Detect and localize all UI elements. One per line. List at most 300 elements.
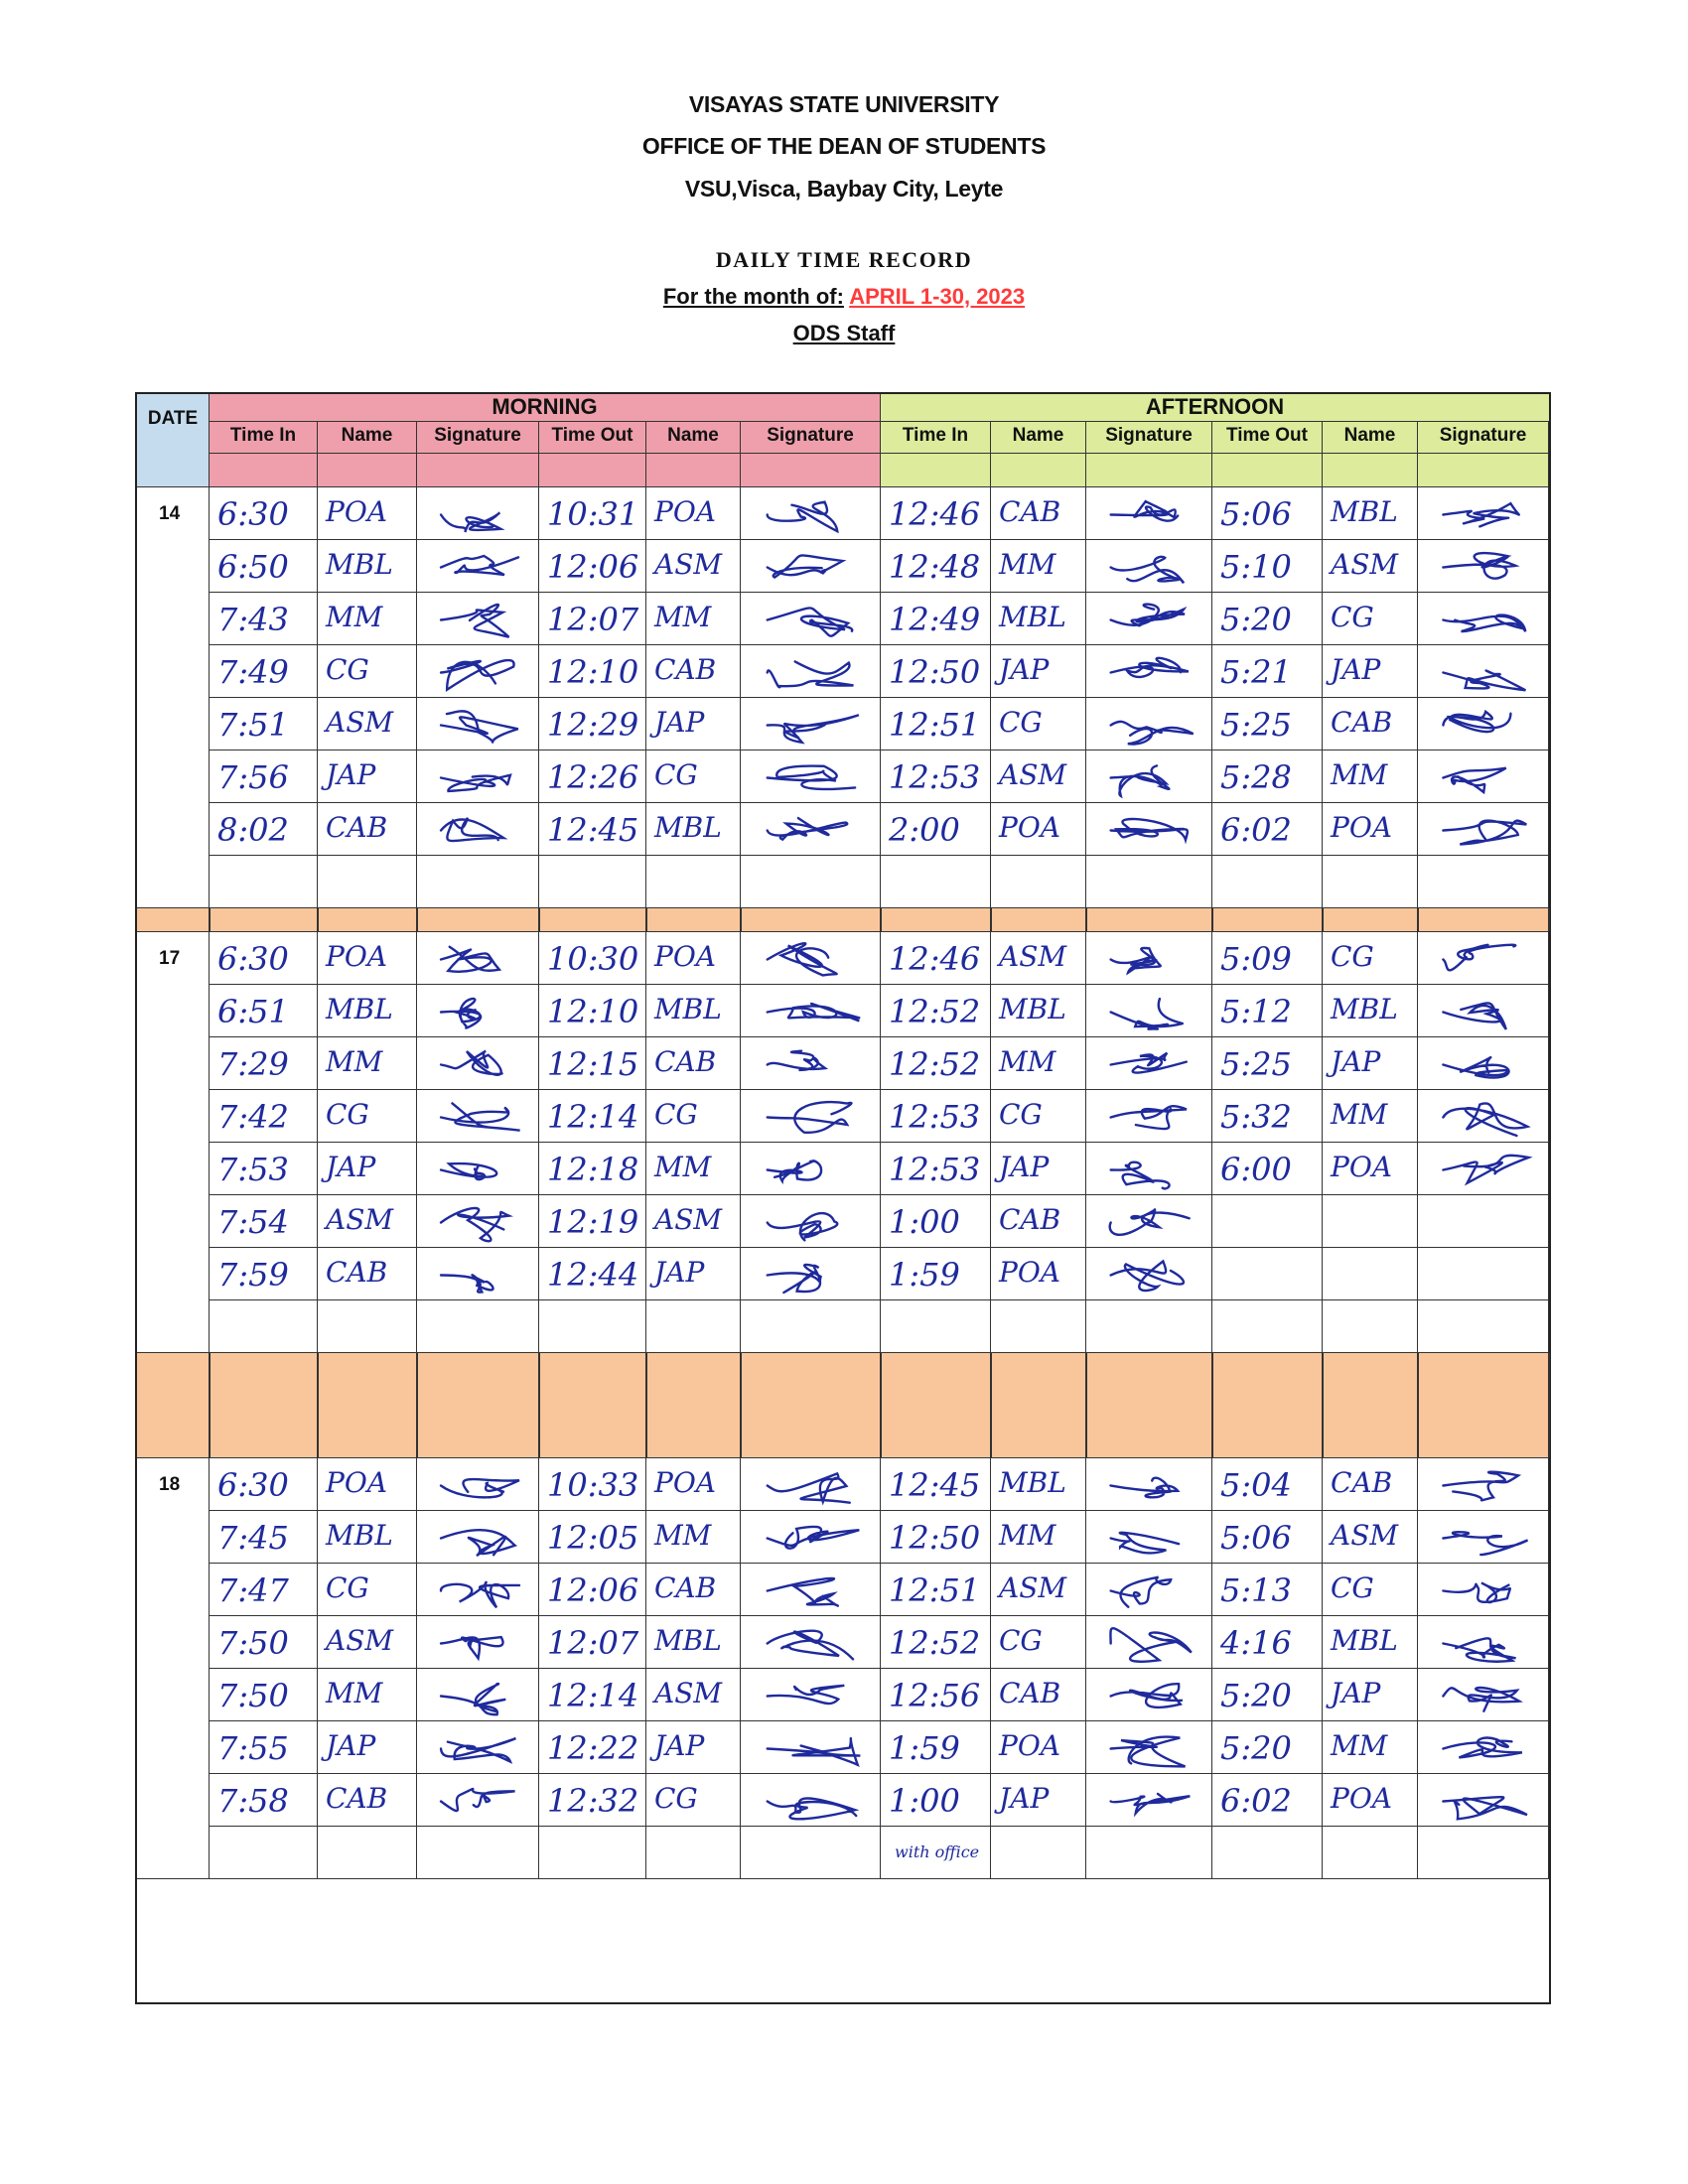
staff-label: ODS Staff — [792, 321, 896, 345]
column-header-morning-time-out: Time Out — [539, 422, 646, 454]
month-value: APRIL 1-30, 2023 — [849, 284, 1026, 309]
handwritten-time: 6:00 — [1220, 1151, 1292, 1188]
handwritten-signature — [1094, 1041, 1204, 1093]
table-cell — [1418, 1827, 1549, 1879]
handwritten-time: 12:05 — [547, 1519, 639, 1557]
separator-divider — [1417, 908, 1419, 931]
handwritten-initials: POA — [999, 1256, 1061, 1289]
handwritten-initials: CG — [999, 1624, 1043, 1657]
handwritten-initials: JAP — [326, 1151, 376, 1183]
handwritten-signature — [425, 1515, 531, 1567]
handwritten-time: 12:50 — [889, 1519, 981, 1557]
handwritten-signature — [1426, 807, 1541, 859]
handwritten-initials: CAB — [326, 1782, 388, 1815]
handwritten-signature — [1094, 1673, 1204, 1724]
table-cell — [741, 1300, 881, 1353]
table-cell — [1212, 1827, 1323, 1879]
handwritten-time: 6:30 — [217, 1466, 289, 1504]
handwritten-time: 12:51 — [889, 706, 981, 744]
handwritten-time: 8:02 — [217, 811, 289, 849]
separator-divider — [645, 908, 647, 931]
handwritten-signature — [1094, 702, 1204, 753]
handwritten-initials: POA — [654, 940, 717, 973]
handwritten-initials: CAB — [654, 1571, 717, 1604]
handwritten-time: 5:10 — [1220, 548, 1292, 586]
handwritten-signature — [1094, 807, 1204, 859]
column-subheader-cell — [417, 454, 539, 487]
handwritten-time: 12:52 — [889, 1624, 981, 1662]
handwritten-time: 12:10 — [547, 993, 639, 1030]
handwritten-initials: CG — [326, 1098, 369, 1131]
handwritten-initials: CG — [326, 1571, 369, 1604]
column-subheader-cell — [210, 454, 318, 487]
handwritten-signature — [749, 649, 873, 701]
handwritten-signature — [1094, 649, 1204, 701]
handwritten-time: 7:50 — [217, 1677, 289, 1714]
table-cell — [1418, 1300, 1549, 1353]
separator-divider — [740, 1353, 742, 1457]
handwritten-signature — [425, 754, 531, 806]
table-cell — [1418, 1248, 1549, 1300]
handwritten-time: 1:00 — [889, 1782, 960, 1820]
handwritten-signature — [1094, 1515, 1204, 1567]
handwritten-initials: MM — [999, 1519, 1056, 1552]
handwritten-time: 12:26 — [547, 758, 639, 796]
handwritten-time: 5:04 — [1220, 1466, 1292, 1504]
handwritten-signature — [1094, 1199, 1204, 1251]
handwritten-signature — [749, 1041, 873, 1093]
university-name: VISAYAS STATE UNIVERSITY — [688, 91, 1000, 117]
handwritten-time: 12:18 — [547, 1151, 639, 1188]
table-cell — [318, 1827, 417, 1879]
handwritten-signature — [1094, 1094, 1204, 1146]
column-subheader-cell — [1212, 454, 1323, 487]
table-cell — [1086, 1300, 1212, 1353]
separator-divider — [990, 1353, 992, 1457]
table-cell — [210, 1827, 318, 1879]
handwritten-time: 12:44 — [547, 1256, 639, 1294]
handwritten-time: 5:32 — [1220, 1098, 1292, 1136]
handwritten-initials: CAB — [999, 1677, 1061, 1709]
handwritten-time: 12:46 — [889, 940, 981, 978]
separator-divider — [645, 1353, 647, 1457]
column-header-morning-signature: Signature — [741, 422, 881, 454]
date-label: 18 — [159, 1474, 181, 1495]
table-cell — [318, 856, 417, 908]
handwritten-signature — [1094, 1620, 1204, 1672]
handwritten-time: 12:15 — [547, 1045, 639, 1083]
separator-divider — [1211, 1353, 1213, 1457]
handwritten-signature — [749, 1673, 873, 1724]
handwritten-time: 6:51 — [217, 993, 289, 1030]
handwritten-initials: POA — [999, 811, 1061, 844]
handwritten-initials: CG — [1331, 940, 1374, 973]
column-header-morning-signature: Signature — [417, 422, 539, 454]
handwritten-initials: JAP — [1331, 653, 1381, 686]
column-subheader-cell — [646, 454, 741, 487]
handwritten-signature — [1094, 597, 1204, 648]
separator-divider — [317, 908, 319, 931]
handwritten-initials: MM — [326, 601, 383, 633]
handwritten-time: 2:00 — [889, 811, 960, 849]
month-label: For the month of: — [662, 284, 844, 309]
handwritten-time: 12:10 — [547, 653, 639, 691]
handwritten-initials: MM — [999, 1045, 1056, 1078]
handwritten-initials: CG — [1331, 601, 1374, 633]
date-cell — [137, 487, 210, 908]
handwritten-initials: MBL — [999, 601, 1066, 633]
handwritten-initials: POA — [1331, 1151, 1393, 1183]
handwritten-initials: CAB — [999, 495, 1061, 528]
separator-divider — [416, 1353, 418, 1457]
handwritten-initials: POA — [326, 940, 388, 973]
handwritten-initials: POA — [654, 495, 717, 528]
handwritten-time: 5:25 — [1220, 1045, 1292, 1083]
separator-divider — [416, 908, 418, 931]
handwritten-initials: ASM — [326, 706, 394, 739]
handwritten-initials: JAP — [654, 1256, 705, 1289]
handwritten-time: 6:02 — [1220, 1782, 1292, 1820]
handwritten-signature — [425, 491, 531, 543]
handwritten-time: 12:14 — [547, 1677, 639, 1714]
handwritten-signature — [1094, 989, 1204, 1040]
separator-divider — [1322, 908, 1324, 931]
table-cell — [646, 1300, 741, 1353]
handwritten-signature — [749, 491, 873, 543]
handwritten-initials: CAB — [326, 811, 388, 844]
handwritten-time: 5:06 — [1220, 495, 1292, 533]
column-header-afternoon-time-out: Time Out — [1212, 422, 1323, 454]
handwritten-signature — [749, 807, 873, 859]
handwritten-initials: JAP — [1331, 1677, 1381, 1709]
handwritten-signature — [1094, 1568, 1204, 1619]
handwritten-initials: CG — [1331, 1571, 1374, 1604]
handwritten-signature — [749, 1778, 873, 1830]
handwritten-initials: CG — [999, 1098, 1043, 1131]
handwritten-time: 7:45 — [217, 1519, 289, 1557]
handwritten-time: 12:53 — [889, 1151, 981, 1188]
handwritten-initials: MM — [654, 601, 712, 633]
block-separator — [137, 908, 1549, 932]
handwritten-time: 5:28 — [1220, 758, 1292, 796]
document-title: DAILY TIME RECORD — [715, 247, 973, 272]
handwritten-signature — [1094, 1462, 1204, 1514]
separator-divider — [209, 1353, 211, 1457]
handwritten-signature — [749, 754, 873, 806]
handwritten-signature — [425, 1778, 531, 1830]
handwritten-time: 6:50 — [217, 548, 289, 586]
date-cell — [137, 1458, 210, 1879]
handwritten-time: 1:59 — [889, 1729, 960, 1767]
handwritten-time: 7:51 — [217, 706, 289, 744]
date-header: DATE — [137, 394, 210, 487]
handwritten-initials: CAB — [999, 1203, 1061, 1236]
table-cell — [417, 1300, 539, 1353]
handwritten-signature — [749, 597, 873, 648]
handwritten-signature — [1426, 1462, 1541, 1514]
column-subheader-cell — [741, 454, 881, 487]
separator-divider — [1322, 1353, 1324, 1457]
separator-divider — [1085, 908, 1087, 931]
handwritten-initials: MBL — [1331, 993, 1398, 1025]
handwritten-time: 12:22 — [547, 1729, 639, 1767]
handwritten-initials: ASM — [326, 1624, 394, 1657]
handwritten-initials: MBL — [326, 1519, 393, 1552]
handwritten-time: 10:31 — [547, 495, 639, 533]
table-cell — [539, 856, 646, 908]
handwritten-signature — [425, 1199, 531, 1251]
handwritten-initials: MBL — [654, 993, 722, 1025]
handwritten-initials: MBL — [326, 993, 393, 1025]
handwritten-time: 12:07 — [547, 601, 639, 638]
handwritten-time: 6:30 — [217, 940, 289, 978]
column-subheader-cell — [1086, 454, 1212, 487]
handwritten-initials: MBL — [999, 1466, 1066, 1499]
table-cell — [1212, 856, 1323, 908]
column-header-afternoon-signature: Signature — [1418, 422, 1549, 454]
handwritten-signature — [1094, 544, 1204, 596]
handwritten-signature — [1094, 1725, 1204, 1777]
handwritten-signature — [425, 989, 531, 1040]
table-cell — [539, 1827, 646, 1879]
month-line — [0, 284, 1688, 310]
handwritten-signature — [1426, 936, 1541, 988]
handwritten-initials: JAP — [654, 706, 705, 739]
handwritten-signature — [1426, 1515, 1541, 1567]
table-cell — [417, 856, 539, 908]
handwritten-signature — [425, 597, 531, 648]
handwritten-time: 12:45 — [889, 1466, 981, 1504]
handwritten-signature — [1426, 1620, 1541, 1672]
column-subheader-cell — [1323, 454, 1418, 487]
handwritten-time: 10:30 — [547, 940, 639, 978]
handwritten-time: 12:45 — [547, 811, 639, 849]
table-cell — [1212, 1248, 1323, 1300]
handwritten-signature — [749, 989, 873, 1040]
separator-divider — [990, 908, 992, 931]
separator-divider — [1417, 1353, 1419, 1457]
handwritten-initials: POA — [999, 1729, 1061, 1762]
handwritten-signature — [749, 936, 873, 988]
table-cell — [539, 1300, 646, 1353]
column-header-morning-name: Name — [646, 422, 741, 454]
handwritten-time: 6:30 — [217, 495, 289, 533]
handwritten-signature — [1094, 754, 1204, 806]
handwritten-time: 7:47 — [217, 1571, 289, 1609]
handwritten-initials: MM — [1331, 1098, 1388, 1131]
handwritten-signature — [1426, 989, 1541, 1040]
handwritten-signature — [749, 1568, 873, 1619]
handwritten-time: 7:43 — [217, 601, 289, 638]
handwritten-time: 7:49 — [217, 653, 289, 691]
handwritten-signature — [1426, 702, 1541, 753]
handwritten-signature — [425, 1725, 531, 1777]
handwritten-initials: JAP — [326, 1729, 376, 1762]
handwritten-initials: CAB — [1331, 706, 1393, 739]
table-cell — [1418, 856, 1549, 908]
handwritten-signature — [1094, 936, 1204, 988]
handwritten-initials: MBL — [1331, 495, 1398, 528]
handwritten-time: 10:33 — [547, 1466, 639, 1504]
handwritten-time: 12:32 — [547, 1782, 639, 1820]
handwritten-signature — [1426, 491, 1541, 543]
handwritten-signature — [1426, 544, 1541, 596]
handwritten-initials: MBL — [1331, 1624, 1398, 1657]
column-subheader-cell — [881, 454, 991, 487]
date-cell — [137, 932, 210, 1353]
handwritten-time: 5:20 — [1220, 1729, 1292, 1767]
handwritten-signature — [749, 1462, 873, 1514]
handwritten-time: 12:06 — [547, 548, 639, 586]
handwritten-signature — [425, 1252, 531, 1303]
table-cell — [646, 1827, 741, 1879]
handwritten-signature — [1426, 1568, 1541, 1619]
handwritten-time: 12:52 — [889, 1045, 981, 1083]
handwritten-signature — [1426, 754, 1541, 806]
handwritten-initials: MM — [999, 548, 1056, 581]
handwritten-time: 12:06 — [547, 1571, 639, 1609]
separator-divider — [538, 908, 540, 931]
handwritten-initials: ASM — [1331, 548, 1399, 581]
separator-divider — [880, 908, 882, 931]
handwritten-time: 7:54 — [217, 1203, 289, 1241]
handwritten-time: 12:14 — [547, 1098, 639, 1136]
handwritten-signature — [749, 1094, 873, 1146]
column-subheader-cell — [991, 454, 1086, 487]
handwritten-time: 12:52 — [889, 993, 981, 1030]
handwritten-initials: POA — [654, 1466, 717, 1499]
separator-divider — [538, 1353, 540, 1457]
handwritten-time: 1:00 — [889, 1203, 960, 1241]
handwritten-signature — [425, 649, 531, 701]
handwritten-initials: ASM — [654, 1203, 723, 1236]
handwritten-initials: CAB — [654, 1045, 717, 1078]
handwritten-initials: MBL — [999, 993, 1066, 1025]
table-cell — [417, 1827, 539, 1879]
handwritten-time: 12:07 — [547, 1624, 639, 1662]
table-cell — [646, 856, 741, 908]
handwritten-initials: ASM — [654, 548, 723, 581]
handwritten-initials: ASM — [999, 1571, 1067, 1604]
handwritten-signature — [425, 807, 531, 859]
handwritten-time: 12:29 — [547, 706, 639, 744]
separator-divider — [740, 908, 742, 931]
column-header-afternoon-name: Name — [1323, 422, 1418, 454]
handwritten-initials: ASM — [654, 1677, 723, 1709]
handwritten-time: 12:19 — [547, 1203, 639, 1241]
handwritten-initials: JAP — [326, 758, 376, 791]
handwritten-initials: MBL — [654, 1624, 722, 1657]
office-address: VSU,Visca, Baybay City, Leyte — [684, 176, 1004, 202]
handwritten-time: 1:59 — [889, 1256, 960, 1294]
handwritten-signature — [749, 1515, 873, 1567]
handwritten-time: 7:55 — [217, 1729, 289, 1767]
handwritten-signature — [749, 544, 873, 596]
handwritten-signature — [1094, 1778, 1204, 1830]
handwritten-time: 12:48 — [889, 548, 981, 586]
handwritten-initials: JAP — [999, 1782, 1050, 1815]
column-subheader-cell — [318, 454, 417, 487]
table-cell — [1086, 1827, 1212, 1879]
afternoon-header: AFTERNOON — [881, 394, 1549, 422]
handwritten-time: 7:59 — [217, 1256, 289, 1294]
table-cell — [991, 856, 1086, 908]
handwritten-signature — [1094, 491, 1204, 543]
table-cell — [210, 1300, 318, 1353]
handwritten-signature — [425, 1147, 531, 1198]
handwritten-time: 5:12 — [1220, 993, 1292, 1030]
handwritten-signature — [425, 1673, 531, 1724]
handwritten-time: 5:09 — [1220, 940, 1292, 978]
handwritten-time: 12:46 — [889, 495, 981, 533]
handwritten-time: 4:16 — [1220, 1624, 1292, 1662]
time-record-table — [135, 392, 1551, 2004]
handwritten-time: 12:51 — [889, 1571, 981, 1609]
handwritten-signature — [749, 1620, 873, 1672]
handwritten-signature — [425, 1094, 531, 1146]
handwritten-initials: POA — [326, 1466, 388, 1499]
handwritten-initials: JAP — [999, 653, 1050, 686]
table-cell — [1323, 856, 1418, 908]
handwritten-time: 5:21 — [1220, 653, 1292, 691]
handwritten-initials: CAB — [1331, 1466, 1393, 1499]
handwritten-initials: CG — [326, 653, 369, 686]
handwritten-initials: MBL — [654, 811, 722, 844]
separator-divider — [209, 908, 211, 931]
handwritten-time: 7:58 — [217, 1782, 289, 1820]
column-header-afternoon-time-in: Time In — [881, 422, 991, 454]
handwritten-initials: CAB — [654, 653, 717, 686]
handwritten-initials: MM — [654, 1151, 712, 1183]
handwritten-time: 7:42 — [217, 1098, 289, 1136]
handwritten-signature — [425, 1568, 531, 1619]
handwritten-signature — [749, 702, 873, 753]
handwritten-initials: CG — [999, 706, 1043, 739]
column-header-morning-time-in: Time In — [210, 422, 318, 454]
separator-divider — [1085, 1353, 1087, 1457]
table-cell — [1323, 1195, 1418, 1248]
column-header-afternoon-signature: Signature — [1086, 422, 1212, 454]
date-label: 17 — [159, 948, 181, 969]
handwritten-signature — [425, 1041, 531, 1093]
table-cell — [1323, 1827, 1418, 1879]
handwritten-signature — [1426, 1147, 1541, 1198]
handwritten-signature — [425, 1462, 531, 1514]
handwritten-initials: MM — [326, 1677, 383, 1709]
column-header-morning-name: Name — [318, 422, 417, 454]
handwritten-time: 12:49 — [889, 601, 981, 638]
handwritten-signature — [425, 544, 531, 596]
separator-divider — [1548, 1353, 1550, 1457]
handwritten-note: with office — [895, 1843, 980, 1861]
handwritten-signature — [1094, 1147, 1204, 1198]
handwritten-initials: CG — [654, 1782, 698, 1815]
handwritten-time: 5:06 — [1220, 1519, 1292, 1557]
handwritten-initials: CG — [654, 1098, 698, 1131]
handwritten-signature — [1426, 1041, 1541, 1093]
handwritten-initials: JAP — [1331, 1045, 1381, 1078]
table-cell — [318, 1300, 417, 1353]
handwritten-initials: MM — [654, 1519, 712, 1552]
handwritten-signature — [749, 1252, 873, 1303]
handwritten-signature — [425, 1620, 531, 1672]
handwritten-initials: ASM — [326, 1203, 394, 1236]
handwritten-initials: ASM — [999, 940, 1067, 973]
handwritten-time: 7:53 — [217, 1151, 289, 1188]
table-cell — [1323, 1248, 1418, 1300]
handwritten-signature — [1426, 1725, 1541, 1777]
handwritten-initials: JAP — [999, 1151, 1050, 1183]
